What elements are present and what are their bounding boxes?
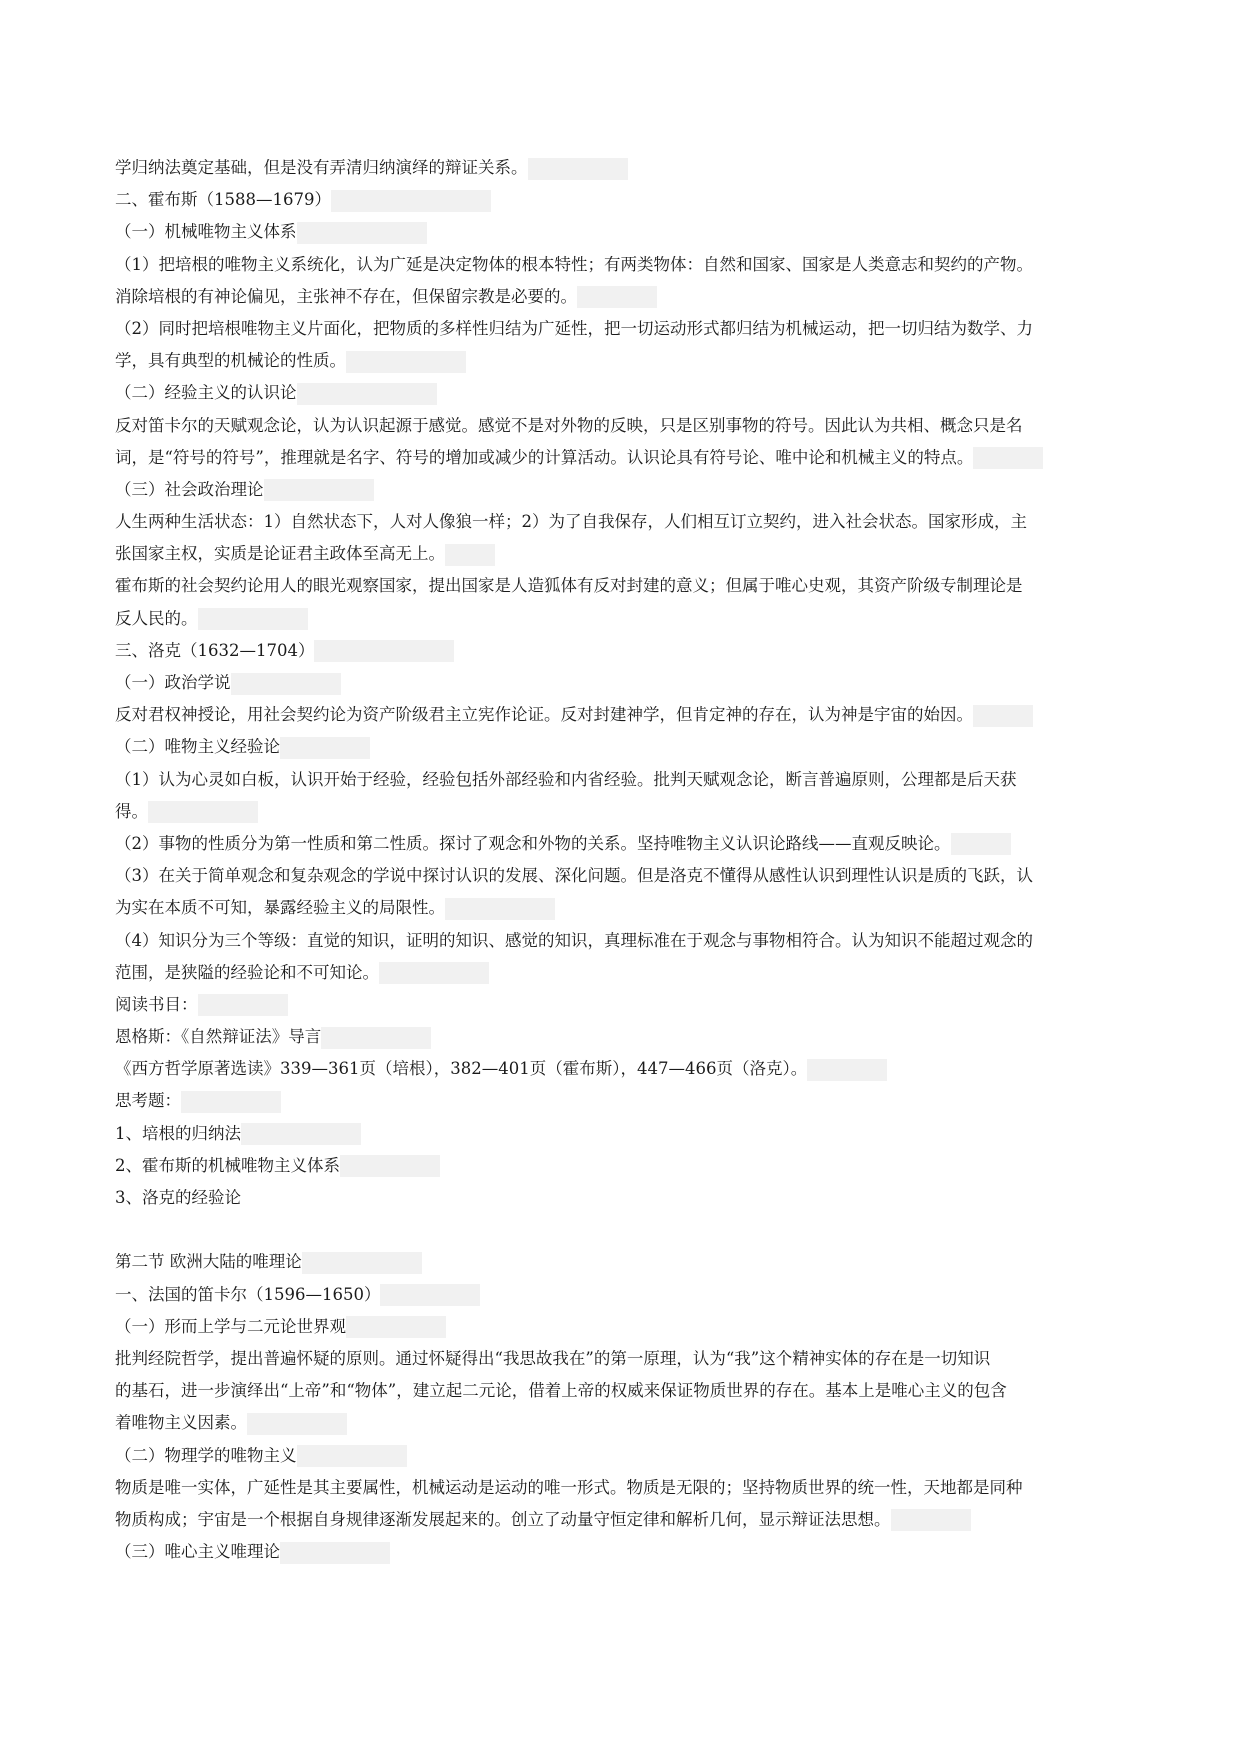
line-shade: [891, 1509, 971, 1531]
line-text: 张国家主权，实质是论证君主政体至高无上。: [115, 544, 445, 564]
text-line: [115, 860, 1155, 892]
text-line: [115, 410, 1155, 442]
line-shade: [148, 801, 258, 823]
text-line: [115, 1504, 1155, 1536]
text-line: [115, 1085, 1155, 1117]
text-line: [115, 731, 1155, 763]
line-shade: [280, 1542, 390, 1564]
line-text: 二、霍布斯（1588—1679）: [115, 190, 331, 210]
line-shade: [302, 1252, 422, 1274]
line-text: 范围，是狭隘的经验论和不可知论。: [115, 962, 379, 982]
line-shade: [198, 608, 308, 630]
text-line: [115, 442, 1155, 474]
text-line: [115, 216, 1155, 248]
line-shade: [241, 1123, 361, 1145]
line-shade: [807, 1059, 887, 1081]
line-shade: [380, 1284, 480, 1306]
text-line: [115, 1150, 1155, 1182]
line-text: （三）社会政治理论: [115, 479, 264, 499]
line-text: 得。: [115, 801, 148, 821]
line-shade: [181, 1091, 281, 1113]
line-text: 批判经院哲学，提出普遍怀疑的原则。通过怀疑得出“我思故我在”的第一原理，认为“我”这个精神实体的存在是一切知识: [115, 1348, 991, 1368]
text-line: [115, 603, 1155, 635]
text-line: [115, 474, 1155, 506]
line-text: 反对笛卡尔的天赋观念论，认为认识起源于感觉。感觉不是对外物的反映，只是区别事物的符号。因此认为共相、概念只是名: [115, 415, 1023, 435]
line-text: 2、霍布斯的机械唯物主义体系: [115, 1155, 340, 1175]
text-line: [115, 1182, 1155, 1214]
line-text: 3、洛克的经验论: [115, 1188, 241, 1207]
text-line: [115, 635, 1155, 667]
line-text: 霍布斯的社会契约论用人的眼光观察国家，提出国家是人造狐体有反对封建的意义；但属于唯心史观，其资产阶级专制理论是: [115, 576, 1023, 596]
line-text: （4）知识分为三个等级：直觉的知识，证明的知识、感觉的知识，真理标准在于观念与事物相符合。认为知识不能超过观念的: [115, 930, 1033, 950]
line-shade: [973, 447, 1043, 469]
text-line: [115, 506, 1155, 538]
text-line: [115, 249, 1155, 281]
line-shade: [321, 1027, 431, 1049]
line-shade: [297, 383, 437, 405]
text-line: [115, 1053, 1155, 1085]
text-line: [115, 1279, 1155, 1311]
line-text: （2）同时把培根唯物主义片面化，把物质的多样性归结为广延性，把一切运动形式都归结为机械运动，把一切归结为数学、力: [115, 318, 1033, 338]
text-line: [115, 1536, 1155, 1568]
line-shade: [198, 994, 288, 1016]
text-line: [115, 957, 1155, 989]
line-text: 三、洛克（1632—1704）: [115, 640, 315, 660]
line-shade: [264, 479, 374, 501]
line-shade: [297, 1445, 407, 1467]
text-line: [115, 538, 1155, 570]
document-body: [115, 152, 1155, 1568]
line-shade: [973, 705, 1033, 727]
line-text: 《西方哲学原著选读》339—361页（培根），382—401页（霍布斯），447—466页（洛克）。: [115, 1059, 808, 1079]
line-shade: [340, 1155, 440, 1177]
text-line: [115, 667, 1155, 699]
line-shade: [346, 1316, 446, 1338]
text-line: [115, 796, 1155, 828]
line-text: 第二节 欧洲大陆的唯理论: [115, 1252, 302, 1272]
line-shade: [247, 1413, 347, 1435]
text-line: [115, 1311, 1155, 1343]
line-text: 物质是唯一实体，广延性是其主要属性，机械运动是运动的唯一形式。物质是无限的；坚持物质世界的统一性，天地都是同种: [115, 1477, 1023, 1497]
line-text: 反人民的。: [115, 608, 198, 628]
line-text: （一）机械唯物主义体系: [115, 222, 297, 242]
line-shade: [280, 737, 370, 759]
line-text: （二）经验主义的认识论: [115, 383, 297, 403]
line-text: 词，是“符号的符号”，推理就是名字、符号的增加或减少的计算活动。认识论具有符号论、唯中论和机械主义的特点。: [115, 447, 974, 467]
text-line: [115, 570, 1155, 602]
line-text: 学归纳法奠定基础，但是没有弄清归纳演绎的辩证关系。: [115, 158, 528, 177]
line-text: 物质构成；宇宙是一个根据自身规律逐渐发展起来的。创立了动量守恒定律和解析几何，显示辩证法思想。: [115, 1509, 891, 1529]
text-line: [115, 377, 1155, 409]
text-line: [115, 989, 1155, 1021]
text-line: [115, 345, 1155, 377]
line-text: （一）形而上学与二元论世界观: [115, 1316, 346, 1336]
line-text: 1、培根的归纳法: [115, 1123, 241, 1143]
text-line: [115, 152, 1155, 184]
line-shade: [577, 286, 657, 308]
line-text: 学，具有典型的机械论的性质。: [115, 351, 346, 371]
line-shade: [445, 544, 495, 566]
line-text: 恩格斯：《自然辩证法》导言: [115, 1027, 322, 1047]
text-line: [115, 1375, 1155, 1407]
line-text: （1）认为心灵如白板，认识开始于经验，经验包括外部经验和内省经验。批判天赋观念论，断言普遍原则，公理都是后天获: [115, 769, 1017, 789]
text-line: [115, 1246, 1155, 1278]
line-shade: [331, 190, 491, 212]
text-line: [115, 281, 1155, 313]
line-shade: [297, 222, 427, 244]
line-text: 阅读书目：: [115, 994, 198, 1014]
line-text: 消除培根的有神论偏见，主张神不存在，但保留宗教是必要的。: [115, 286, 577, 306]
text-line: [115, 1021, 1155, 1053]
text-line: [115, 925, 1155, 957]
line-text: 的基石，进一步演绎出“上帝”和“物体”，建立起二元论，借着上帝的权威来保证物质世界的存在。基本上是唯心主义的包含: [115, 1381, 1007, 1401]
line-text: （三）唯心主义唯理论: [115, 1542, 280, 1562]
line-shade: [951, 833, 1011, 855]
text-line: [115, 1343, 1155, 1375]
line-text: （二）唯物主义经验论: [115, 737, 280, 757]
text-line: [115, 184, 1155, 216]
line-text: 反对君权神授论，用社会契约论为资产阶级君主立宪作论证。反对封建神学，但肯定神的存在，认为神是宇宙的始因。: [115, 705, 973, 725]
line-shade: [314, 640, 454, 662]
text-line: [115, 1118, 1155, 1150]
line-text: 一、法国的笛卡尔（1596—1650）: [115, 1284, 381, 1304]
line-text: 人生两种生活状态：1）自然状态下，人对人像狼一样；2）为了自我保存，人们相互订立契约，进入社会状态。国家形成，主: [115, 512, 1027, 532]
text-line: [115, 764, 1155, 796]
text-line: [115, 828, 1155, 860]
text-line: [115, 1440, 1155, 1472]
line-text: （3）在关于简单观念和复杂观念的学说中探讨认识的发展、深化问题。但是洛克不懂得从感性认识到理性认识是质的飞跃，认: [115, 866, 1033, 886]
text-line: [115, 699, 1155, 731]
line-shade: [231, 673, 341, 695]
blank-line: [115, 1214, 1155, 1246]
line-shade: [346, 351, 466, 373]
text-line: [115, 313, 1155, 345]
line-text: （2）事物的性质分为第一性质和第二性质。探讨了观念和外物的关系。坚持唯物主义认识论路线——直观反映论。: [115, 833, 951, 853]
line-text: 思考题：: [115, 1091, 181, 1111]
line-text: 着唯物主义因素。: [115, 1413, 247, 1433]
line-shade: [445, 898, 555, 920]
text-line: [115, 892, 1155, 924]
text-line: [115, 1407, 1155, 1439]
text-line: [115, 1472, 1155, 1504]
line-text: （二）物理学的唯物主义: [115, 1445, 297, 1465]
line-shade: [528, 158, 628, 180]
line-text: （1）把培根的唯物主义系统化，认为广延是决定物体的根本特性；有两类物体：自然和国家、国家是人类意志和契约的产物。: [115, 254, 1033, 274]
line-shade: [379, 962, 489, 984]
line-text: 为实在本质不可知，暴露经验主义的局限性。: [115, 898, 445, 918]
line-text: （一）政治学说: [115, 673, 231, 692]
